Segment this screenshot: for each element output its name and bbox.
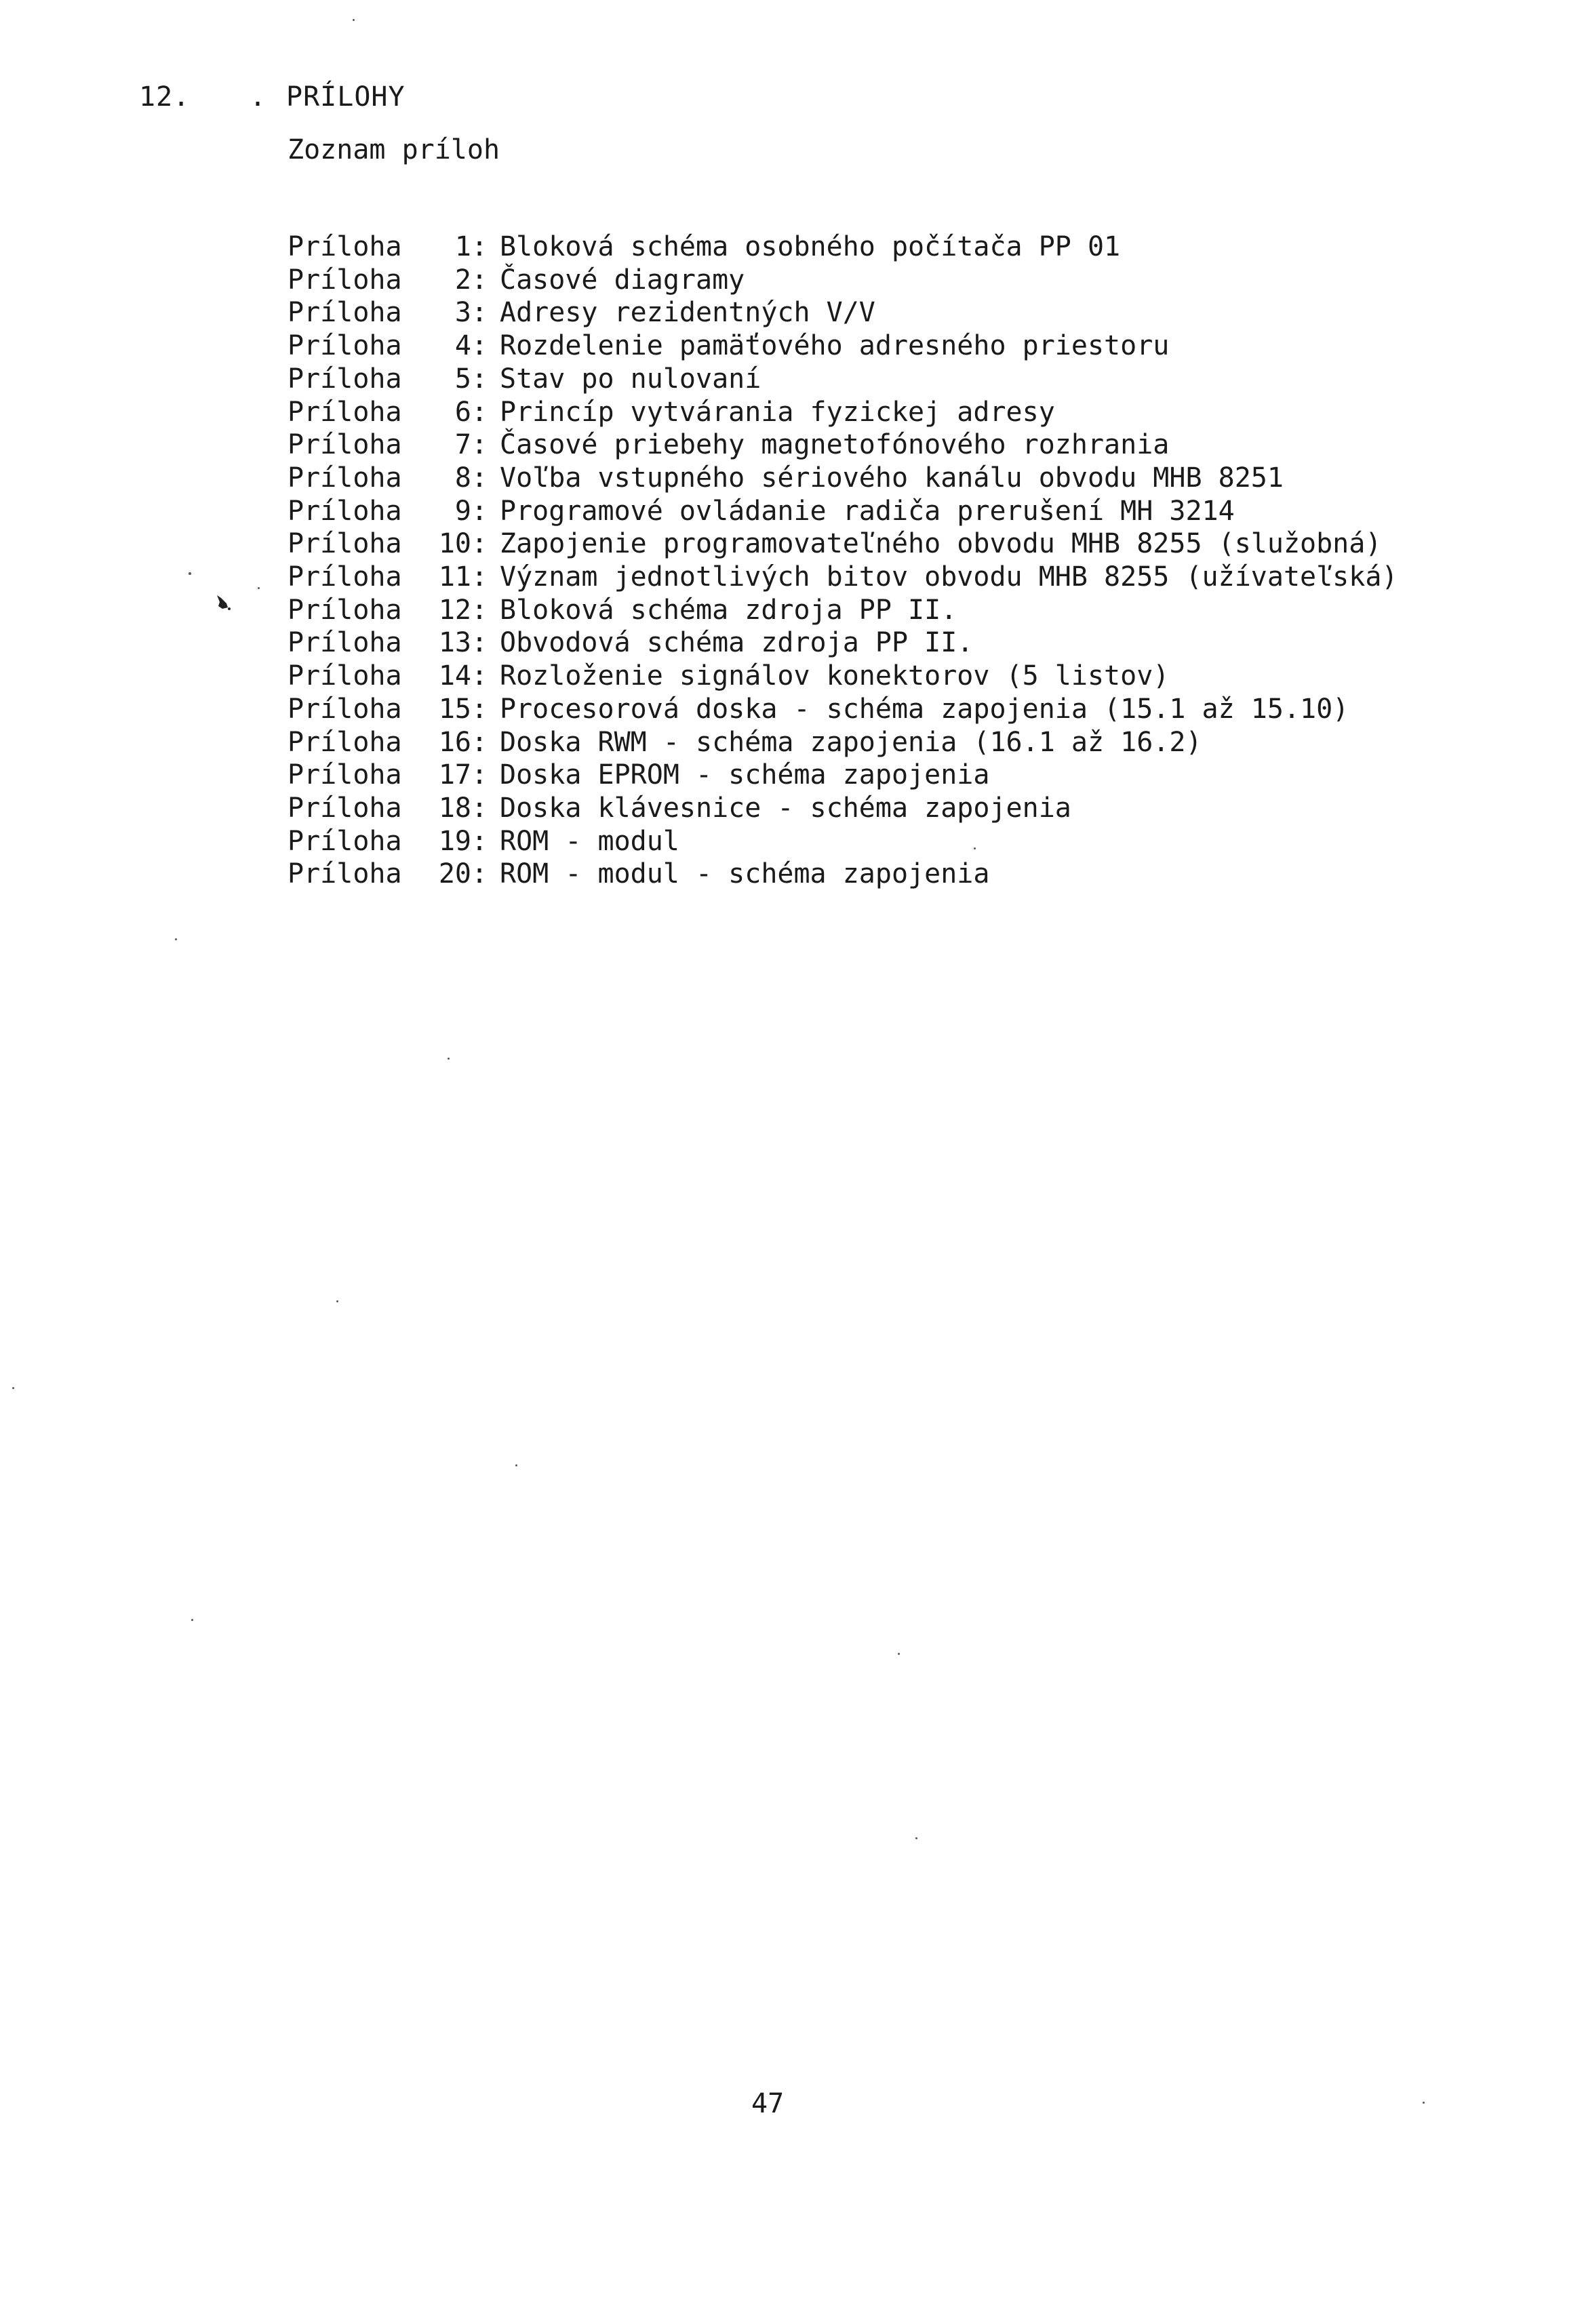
appendix-label: Príloha <box>288 363 402 395</box>
list-subtitle: Zoznam príloh <box>288 134 500 165</box>
appendix-label: Príloha <box>288 528 402 560</box>
appendix-colon: : <box>471 759 488 791</box>
appendix-number: 10 <box>438 528 471 560</box>
section-title: PRÍLOHY <box>286 81 405 113</box>
appendix-number: 11 <box>438 561 471 593</box>
appendix-colon: : <box>471 825 488 857</box>
appendix-label: Príloha <box>288 330 402 362</box>
appendix-number: 12 <box>438 594 471 626</box>
appendix-colon: : <box>471 627 488 659</box>
appendix-colon: : <box>471 693 488 725</box>
appendix-list <box>288 231 1398 891</box>
appendix-title: Bloková schéma zdroja PP II. <box>500 594 957 626</box>
appendix-item <box>288 363 1398 396</box>
appendix-title: Voľba vstupného sériového kanálu obvodu MHB 8251 <box>500 462 1284 494</box>
appendix-label: Príloha <box>288 495 402 527</box>
appendix-label: Príloha <box>288 396 402 428</box>
appendix-title: ROM - modul - schéma zapojenia <box>500 858 990 890</box>
appendix-number: 3 <box>454 297 471 329</box>
appendix-label: Príloha <box>288 693 402 725</box>
appendix-item <box>288 462 1398 495</box>
appendix-number: 5 <box>454 363 471 395</box>
scan-speck <box>258 587 260 589</box>
appendix-item <box>288 561 1398 594</box>
appendix-label: Príloha <box>288 264 402 296</box>
appendix-colon: : <box>471 594 488 626</box>
scan-speck <box>974 847 976 849</box>
appendix-number: 4 <box>454 330 471 362</box>
scan-speck <box>175 938 177 940</box>
appendix-colon: : <box>471 561 488 593</box>
appendix-item <box>288 329 1398 363</box>
appendix-title: Zapojenie programovateľného obvodu MHB 8255 (služobná) <box>500 528 1382 560</box>
scan-speck <box>336 1300 338 1302</box>
scan-speck <box>448 1058 450 1060</box>
appendix-title: Časové priebehy magnetofónového rozhrania <box>500 429 1170 461</box>
appendix-number: 6 <box>454 396 471 428</box>
appendix-label: Príloha <box>288 231 402 262</box>
appendix-number: 8 <box>454 462 471 494</box>
appendix-item <box>288 759 1398 792</box>
scan-speck <box>353 19 355 21</box>
page-number: 47 <box>751 2088 785 2119</box>
appendix-number: 9 <box>454 495 471 527</box>
appendix-label: Príloha <box>288 726 402 758</box>
appendix-label: Príloha <box>288 759 402 791</box>
appendix-number: 13 <box>438 627 471 659</box>
appendix-item <box>288 495 1398 528</box>
appendix-label: Príloha <box>288 792 402 824</box>
appendix-item <box>288 792 1398 825</box>
appendix-number: 20 <box>438 858 471 890</box>
appendix-title: Princíp vytvárania fyzickej adresy <box>500 396 1055 428</box>
appendix-number: 14 <box>438 660 471 692</box>
appendix-title: Rozdelenie pamäťového adresného priestoru <box>500 330 1170 362</box>
appendix-label: Príloha <box>288 429 402 461</box>
appendix-number: 1 <box>454 231 471 262</box>
appendix-label: Príloha <box>288 561 402 593</box>
appendix-label: Príloha <box>288 825 402 857</box>
appendix-number: 18 <box>438 792 471 824</box>
appendix-item <box>288 264 1398 297</box>
appendix-item <box>288 396 1398 429</box>
appendix-colon: : <box>471 495 488 527</box>
appendix-item <box>288 693 1398 726</box>
appendix-colon: : <box>471 792 488 824</box>
scan-speck <box>191 1619 193 1621</box>
appendix-title: Doska RWM - schéma zapojenia (16.1 až 16.2) <box>500 726 1202 758</box>
appendix-title: Procesorová doska - schéma zapojenia (15.1 až 15.10) <box>500 693 1349 725</box>
scan-speck <box>898 1653 900 1655</box>
scan-speck <box>915 1837 917 1839</box>
appendix-colon: : <box>471 264 488 296</box>
appendix-label: Príloha <box>288 594 402 626</box>
appendix-item <box>288 825 1398 858</box>
appendix-item <box>288 527 1398 561</box>
appendix-colon: : <box>471 429 488 461</box>
scan-speck <box>12 1387 14 1389</box>
appendix-title: Časové diagramy <box>500 264 745 296</box>
scan-speck <box>515 1464 517 1466</box>
appendix-title: ROM - modul <box>500 825 679 857</box>
appendix-colon: : <box>471 660 488 692</box>
appendix-title: Stav po nulovaní <box>500 363 761 395</box>
appendix-item <box>288 858 1398 891</box>
appendix-number: 19 <box>438 825 471 857</box>
appendix-label: Príloha <box>288 858 402 890</box>
appendix-title: Doska klávesnice - schéma zapojenia <box>500 792 1071 824</box>
appendix-title: Adresy rezidentných V/V <box>500 297 875 329</box>
appendix-colon: : <box>471 330 488 362</box>
appendix-item <box>288 660 1398 693</box>
appendix-label: Príloha <box>288 297 402 329</box>
appendix-item <box>288 726 1398 759</box>
appendix-number: 16 <box>438 726 471 758</box>
appendix-title: Význam jednotlivých bitov obvodu MHB 8255 (užívateľská) <box>500 561 1398 593</box>
appendix-colon: : <box>471 396 488 428</box>
appendix-colon: : <box>471 297 488 329</box>
appendix-colon: : <box>471 363 488 395</box>
appendix-item <box>288 594 1398 627</box>
appendix-title: Programové ovládanie radiča prerušení MH 3214 <box>500 495 1235 527</box>
appendix-item <box>288 428 1398 462</box>
appendix-title: Doska EPROM - schéma zapojenia <box>500 759 990 791</box>
appendix-item <box>288 231 1398 264</box>
appendix-label: Príloha <box>288 660 402 692</box>
section-dot: . <box>250 81 267 113</box>
appendix-title: Rozloženie signálov konektorov (5 listov) <box>500 660 1170 692</box>
appendix-number: 2 <box>454 264 471 296</box>
scan-speck <box>189 572 191 575</box>
appendix-number: 7 <box>454 429 471 461</box>
appendix-item <box>288 626 1398 660</box>
section-number: 12. <box>139 81 191 113</box>
appendix-title: Bloková schéma osobného počítača PP 01 <box>500 231 1121 262</box>
appendix-number: 17 <box>438 759 471 791</box>
appendix-colon: : <box>471 726 488 758</box>
appendix-colon: : <box>471 528 488 560</box>
appendix-item <box>288 296 1398 329</box>
appendix-label: Príloha <box>288 627 402 659</box>
appendix-number: 15 <box>438 693 471 725</box>
appendix-colon: : <box>471 231 488 262</box>
appendix-label: Príloha <box>288 462 402 494</box>
appendix-colon: : <box>471 462 488 494</box>
scan-speck <box>1423 2102 1425 2104</box>
appendix-colon: : <box>471 858 488 890</box>
margin-ink-mark <box>214 594 231 612</box>
appendix-title: Obvodová schéma zdroja PP II. <box>500 627 974 659</box>
